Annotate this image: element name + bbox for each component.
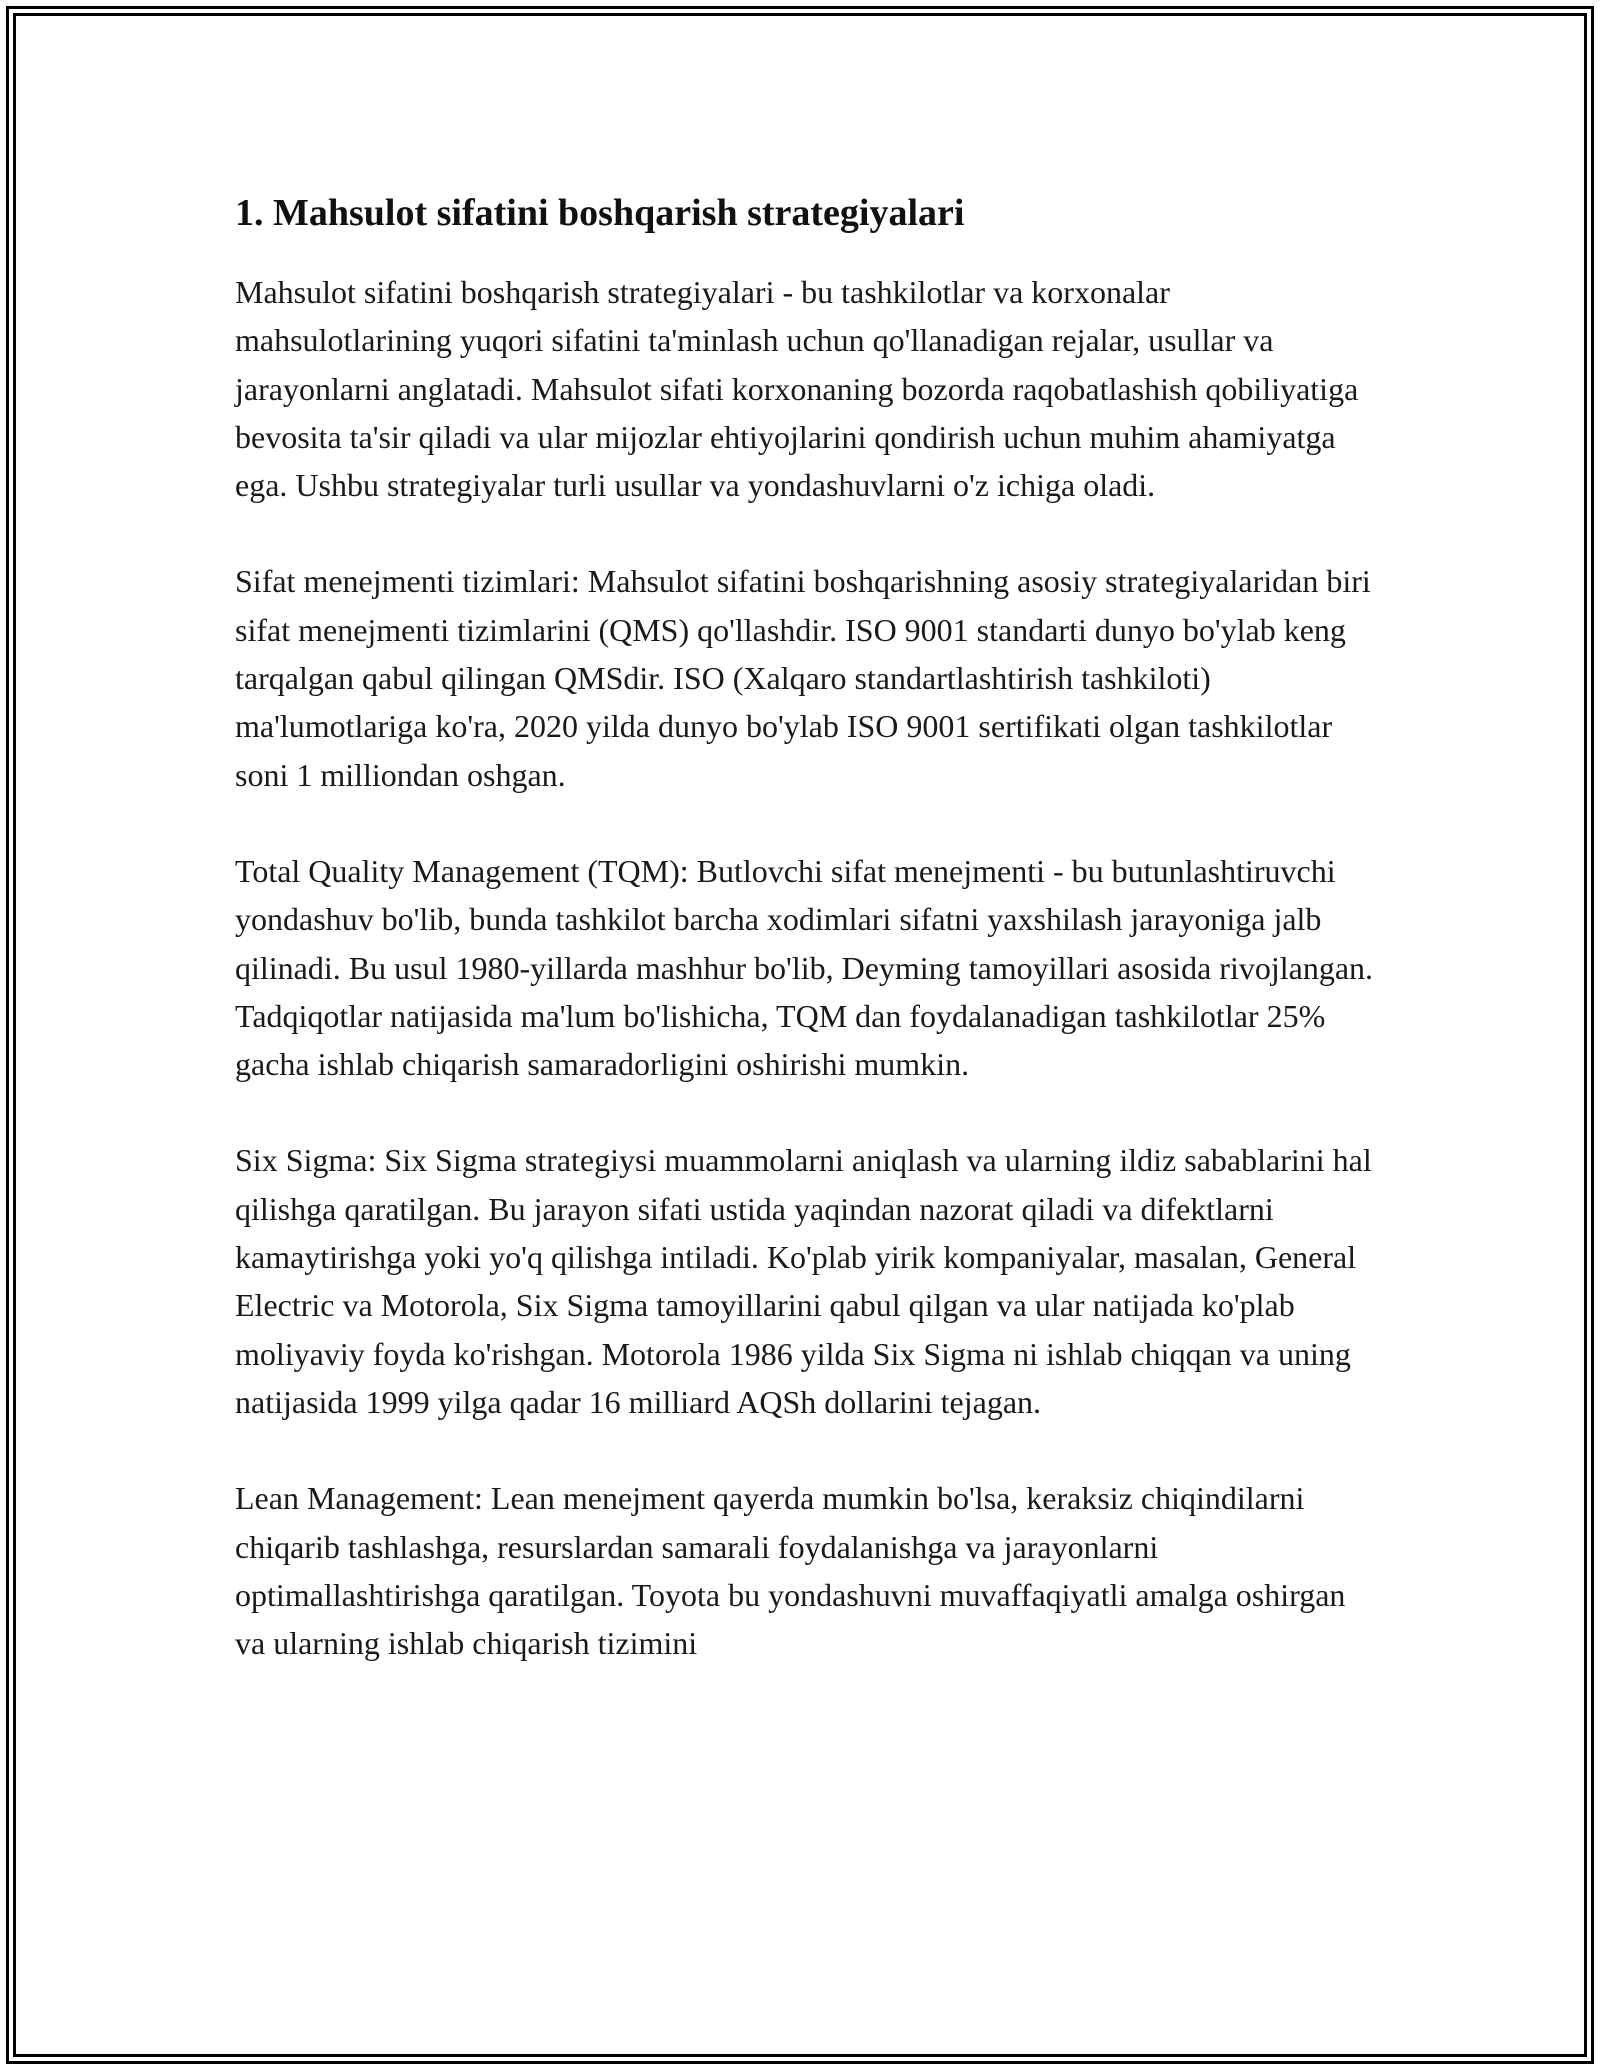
paragraph-total-quality-management: Total Quality Management (TQM): Butlovchi sifat menejmenti - bu butunlashtiruvchi yondashuv bo'lib, bunda tashkilot barcha xodimlari sifatni yaxshilash jarayoniga jalb qilinadi. Bu usul 1980-yillarda mashhur bo'lib, Deyming tamoyillari asosida rivojlangan. Tadqiqotlar natijasida ma'lum bo'lishicha, TQM dan foydalanadigan tashkilotlar 25% gacha ishlab chiqarish samaradorligini oshirishi mumkin. [235, 852, 1374, 1083]
paragraph-six-sigma: Six Sigma: Six Sigma strategiysi muammolarni aniqlash va ularning ildiz sabablarini hal qilishga qaratilgan. Bu jarayon sifati ustida yaqindan nazorat qiladi va difektlarni kamaytirishga yoki yo'q qilishga intiladi. Ko'plab yirik kompaniyalar, masalan, General Electric va Motorola, Six Sigma tamoyillarini qabul qilgan va ular natijada ko'plab moliyaviy foyda ko'rishgan. Motorola 1986 yilda Six Sigma ni ishlab chiqqan va uning natijasida 1999 yilga qadar 16 milliard AQSh dollarini tejagan. [235, 1142, 1372, 1420]
section-heading: 1. Mahsulot sifatini boshqarish strategiyalari [235, 192, 965, 234]
paragraph-quality-management-systems: Sifat menejmenti tizimlari: Mahsulot sifatini boshqarishning asosiy strategiyalaridan biri sifat menejmenti tizimlarini (QMS) qo'llashdir. ISO 9001 standarti dunyo bo'ylab keng tarqalgan qabul qilingan QMSdir. ISO (Xalqaro standartlashtirish tashkiloti) ma'lumotlariga ko'ra, 2020 yilda dunyo bo'ylab ISO 9001 sertifikati olgan tashkilotlar soni 1 milliondan oshgan. [235, 563, 1371, 793]
paragraph-lean-management: Lean Management: Lean menejment qayerda mumkin bo'lsa, keraksiz chiqindilarni chiqarib tashlashga, resurslardan samarali foydalanishga va jarayonlarni optimallashtirishga qaratilgan. Toyota bu yondashuvni muvaffaqiyatli amalga oshirgan va ularning ishlab chiqarish tizimini [235, 1480, 1346, 1662]
document-body [235, 188, 1375, 1667]
paragraph-introduction: Mahsulot sifatini boshqarish strategiyalari - bu tashkilotlar va korxonalar mahsulotlarining yuqori sifatini ta'minlash uchun qo'llanadigan rejalar, usullar va jarayonlarni anglatadi. Mahsulot sifati korxonaning bozorda raqobatlashish qobiliyatiga bevosita ta'sir qiladi va ular mijozlar ehtiyojlarini qondirish uchun muhim ahamiyatga ega. Ushbu strategiyalar turli usullar va yondashuvlarni o'z ichiga oladi. [235, 274, 1359, 504]
